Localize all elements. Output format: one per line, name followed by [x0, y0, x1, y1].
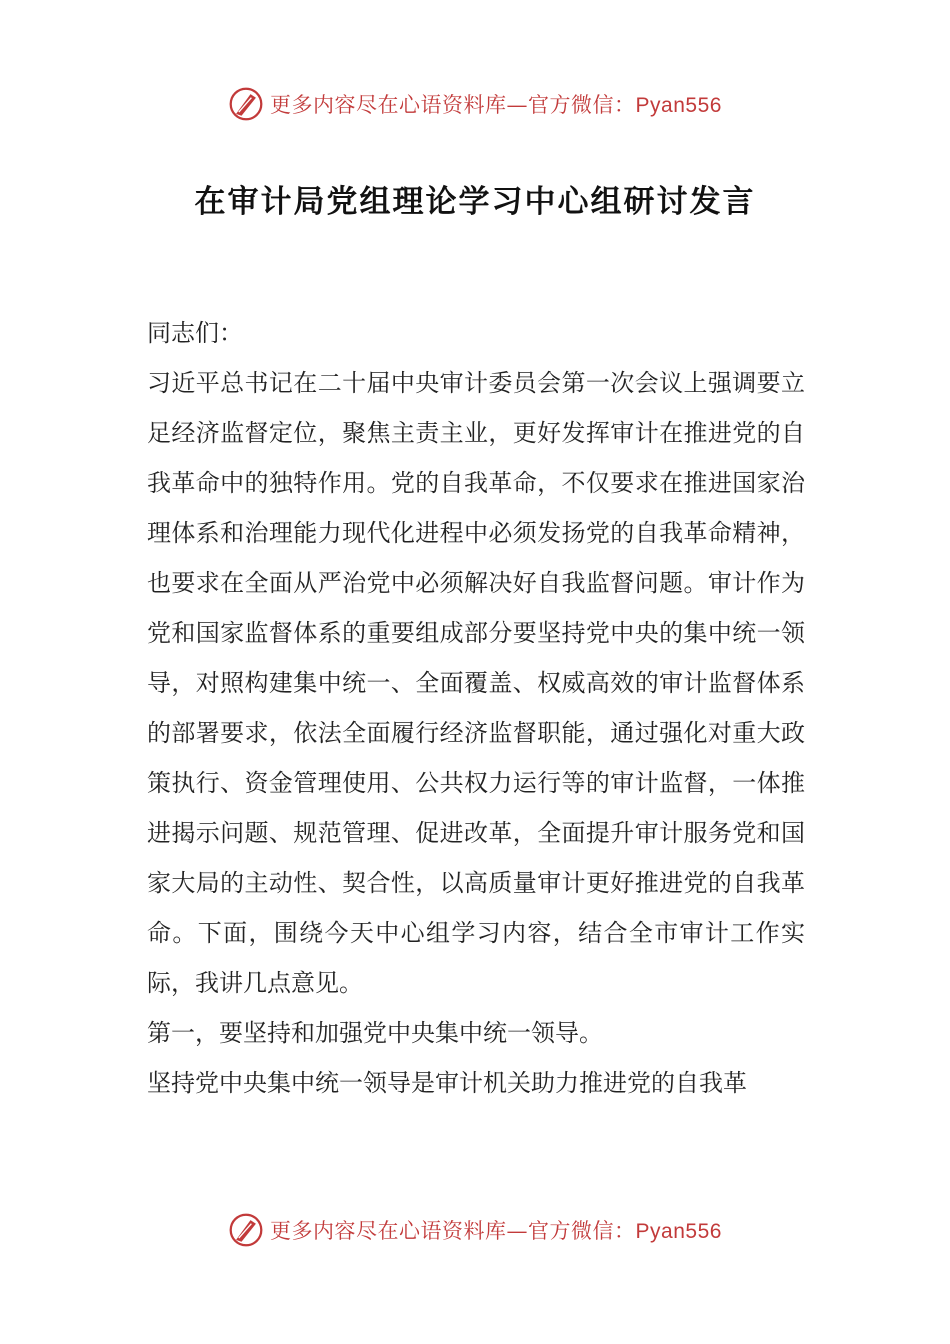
section-heading: 第一，要坚持和加强党中央集中统一领导。: [147, 1019, 603, 1047]
salutation: 同志们：: [147, 319, 243, 347]
watermark-banner-top: [0, 82, 950, 126]
watermark-text: 更多内容尽在心语资料库—官方微信：Pyan556: [270, 1219, 722, 1243]
pen-nib-icon: [228, 1212, 264, 1248]
body-paragraph-partial: 坚持党中央集中统一领导是审计机关助力推进党的自我革: [147, 1069, 747, 1097]
pen-nib-icon: [228, 86, 264, 122]
body-paragraph: 习近平总书记在二十届中央审计委员会第一次会议上强调要立足经济监督定位，聚焦主责主业，更好发挥审计在推进党的自我革命中的独特作用。党的自我革命，不仅要求在推进国家治理体系和治理能力现代化进程中必须发扬党的自我革命精神，也要求在全面从严治党中必须解决好自我监督问题。审计作为党和国家监督体系的重要组成部分要坚持党中央的集中统一领导，对照构建集中统一、全面覆盖、权威高效的审计监督体系的部署要求，依法全面履行经济监督职能，通过强化对重大政策执行、资金管理使用、公共权力运行等的审计监督，一体推进揭示问题、规范管理、促进改革，全面提升审计服务党和国家大局的主动性、契合性，以高质量审计更好推进党的自我革命。下面，围绕今天中心组学习内容，结合全市审计工作实际，我讲几点意见。: [147, 369, 805, 997]
document-body: [147, 308, 805, 1108]
watermark-text: 更多内容尽在心语资料库—官方微信：Pyan556: [270, 93, 722, 117]
document-title: 在审计局党组理论学习中心组研讨发言: [194, 184, 756, 220]
watermark-banner-bottom: [0, 1208, 950, 1252]
